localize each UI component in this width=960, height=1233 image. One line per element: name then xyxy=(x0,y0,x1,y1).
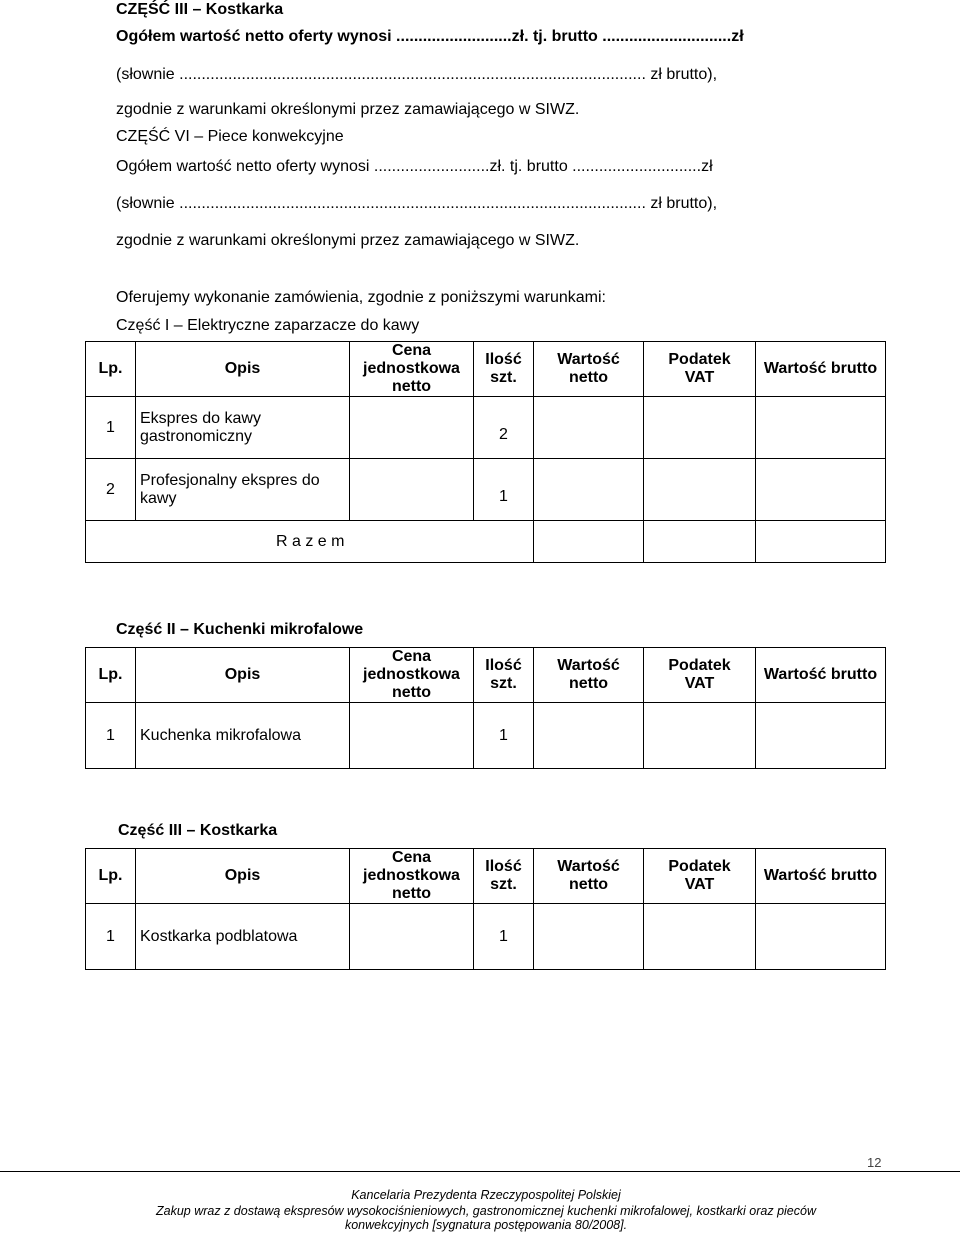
siwz-line-2: zgodnie z warunkami określonymi przez zamawiającego w SIWZ. xyxy=(116,232,580,249)
header-podatek: Podatek VAT xyxy=(644,849,756,904)
section-2-table xyxy=(85,647,886,769)
footer-divider xyxy=(0,1171,960,1172)
row-ilosc: 1 xyxy=(474,703,534,769)
header-cena: Cena jednostkowa netto xyxy=(350,849,474,904)
table-header-row xyxy=(86,849,886,904)
row-brutto xyxy=(756,703,886,769)
table-row xyxy=(86,904,886,970)
table-row xyxy=(86,397,886,459)
row-podatek xyxy=(644,904,756,970)
row-opis: Ekspres do kawy gastronomiczny xyxy=(136,397,350,459)
row-wartosc-netto xyxy=(534,703,644,769)
section-3-title: Część III – Kostkarka xyxy=(118,822,278,839)
header-wartosc-netto: Wartość netto xyxy=(534,648,644,703)
row-brutto xyxy=(756,904,886,970)
table-header-row xyxy=(86,648,886,703)
section-1-title: Część I – Elektryczne zaparzacze do kawy xyxy=(116,317,420,334)
row-wartosc-netto xyxy=(534,904,644,970)
total-value-line-2: Ogółem wartość netto oferty wynosi ..........................zł. tj. brutto .............................zł xyxy=(116,158,713,175)
row-lp: 1 xyxy=(86,397,136,459)
header-opis: Opis xyxy=(136,342,350,397)
row-ilosc: 2 xyxy=(474,397,534,459)
row-opis: Kuchenka mikrofalowa xyxy=(136,703,350,769)
row-wartosc-netto xyxy=(534,459,644,521)
row-wartosc-netto xyxy=(534,397,644,459)
section-2-title: Część II – Kuchenki mikrofalowe xyxy=(116,621,364,638)
header-brutto: Wartość brutto xyxy=(756,648,886,703)
table-row xyxy=(86,459,886,521)
header-podatek: Podatek VAT xyxy=(644,648,756,703)
words-line: (słownie ......................................................................................................... zł brutto), xyxy=(116,66,718,83)
row-podatek xyxy=(644,397,756,459)
header-podatek: Podatek VAT xyxy=(644,342,756,397)
heading-part-vi: CZĘŚĆ VI – Piece konwekcyjne xyxy=(116,128,344,145)
header-ilosc: Ilość szt. xyxy=(474,849,534,904)
header-lp: Lp. xyxy=(86,342,136,397)
page-number: 12 xyxy=(867,1155,882,1170)
row-brutto xyxy=(756,459,886,521)
row-ilosc: 1 xyxy=(474,459,534,521)
row-ilosc: 1 xyxy=(474,904,534,970)
row-lp: 1 xyxy=(86,904,136,970)
row-opis: Profesjonalny ekspres do kawy xyxy=(136,459,350,521)
razem-row xyxy=(86,521,886,563)
row-podatek xyxy=(644,703,756,769)
heading-part-iii: CZĘŚĆ III – Kostkarka xyxy=(116,1,284,18)
row-lp: 2 xyxy=(86,459,136,521)
footer-signature: konwekcyjnych [sygnatura postępowania 80/2008]. xyxy=(344,1218,628,1232)
footer-subject: Zakup wraz z dostawą ekspresów wysokociśnieniowych, gastronomicznej kuchenki mikrofalowej, kostkarki oraz pieców xyxy=(156,1204,816,1218)
header-wartosc-netto: Wartość netto xyxy=(534,342,644,397)
header-brutto: Wartość brutto xyxy=(756,849,886,904)
header-opis: Opis xyxy=(136,648,350,703)
words-line-2: (słownie ......................................................................................................... zł brutto), xyxy=(116,195,718,212)
footer-institution: Kancelaria Prezydenta Rzeczypospolitej Polskiej xyxy=(351,1188,621,1202)
row-lp: 1 xyxy=(86,703,136,769)
total-value-line: Ogółem wartość netto oferty wynosi ..........................zł. tj. brutto .............................zł xyxy=(116,28,744,45)
header-opis: Opis xyxy=(136,849,350,904)
row-brutto xyxy=(756,397,886,459)
header-lp: Lp. xyxy=(86,849,136,904)
header-cena: Cena jednostkowa netto xyxy=(350,648,474,703)
header-lp: Lp. xyxy=(86,648,136,703)
row-opis: Kostkarka podblatowa xyxy=(136,904,350,970)
section-3-table xyxy=(85,848,886,970)
razem-label: R a z e m xyxy=(86,521,534,563)
section-1-table xyxy=(85,341,886,563)
row-cena xyxy=(350,703,474,769)
row-cena xyxy=(350,904,474,970)
row-cena xyxy=(350,459,474,521)
header-brutto: Wartość brutto xyxy=(756,342,886,397)
razem-wartosc-netto xyxy=(534,521,644,563)
siwz-line: zgodnie z warunkami określonymi przez zamawiającego w SIWZ. xyxy=(116,101,580,118)
table-header-row xyxy=(86,342,886,397)
razem-brutto xyxy=(756,521,886,563)
header-ilosc: Ilość szt. xyxy=(474,342,534,397)
row-cena xyxy=(350,397,474,459)
razem-podatek xyxy=(644,521,756,563)
row-podatek xyxy=(644,459,756,521)
header-ilosc: Ilość szt. xyxy=(474,648,534,703)
intro-text: Oferujemy wykonanie zamówienia, zgodnie z poniższymi warunkami: xyxy=(116,289,606,306)
header-cena: Cena jednostkowa netto xyxy=(350,342,474,397)
header-wartosc-netto: Wartość netto xyxy=(534,849,644,904)
table-row xyxy=(86,703,886,769)
